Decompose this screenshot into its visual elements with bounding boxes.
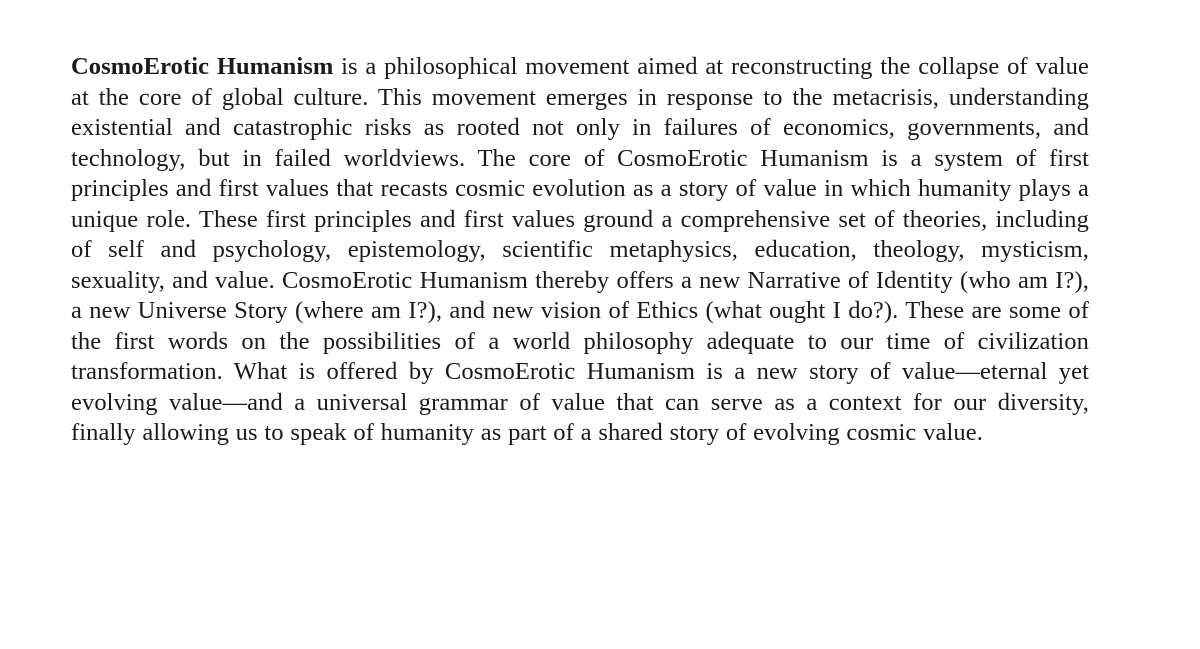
paragraph-text: is a philosophical movement aimed at reconstructing the collapse of value at the core of global culture. This movement emerges in response to the metacrisis, understanding existential and catastrophic risks as rooted not only in failures of economics, governments, and technology, but in failed worldviews. The core of CosmoErotic Humanism is a system of first principles and first values that recasts cosmic evolution as a story of value in which humanity plays a unique role. These first principles and first values ground a comprehensive set of theories, including of self and psychology, epistemology, scientific metaphysics, education, theology, mysticism, sexuality, and value. CosmoErotic Humanism thereby offers a new Narrative of Identity (who am I?), a new Universe Story (where am I?), and new vision of Ethics (what ought I do?). These are some of the first words on the possibilities of a world philosophy adequate to our time of civilization transformation. What is offered by CosmoErotic Humanism is a new story of value—eternal yet evolving value—and a universal grammar of value that can serve as a context for our diversity, finally allowing us to speak of humanity as part of a shared story of evolving cosmic value. [71, 53, 1089, 446]
lead-term: CosmoErotic Humanism [71, 53, 334, 80]
body-paragraph [71, 52, 1089, 449]
document-page [71, 52, 1089, 449]
